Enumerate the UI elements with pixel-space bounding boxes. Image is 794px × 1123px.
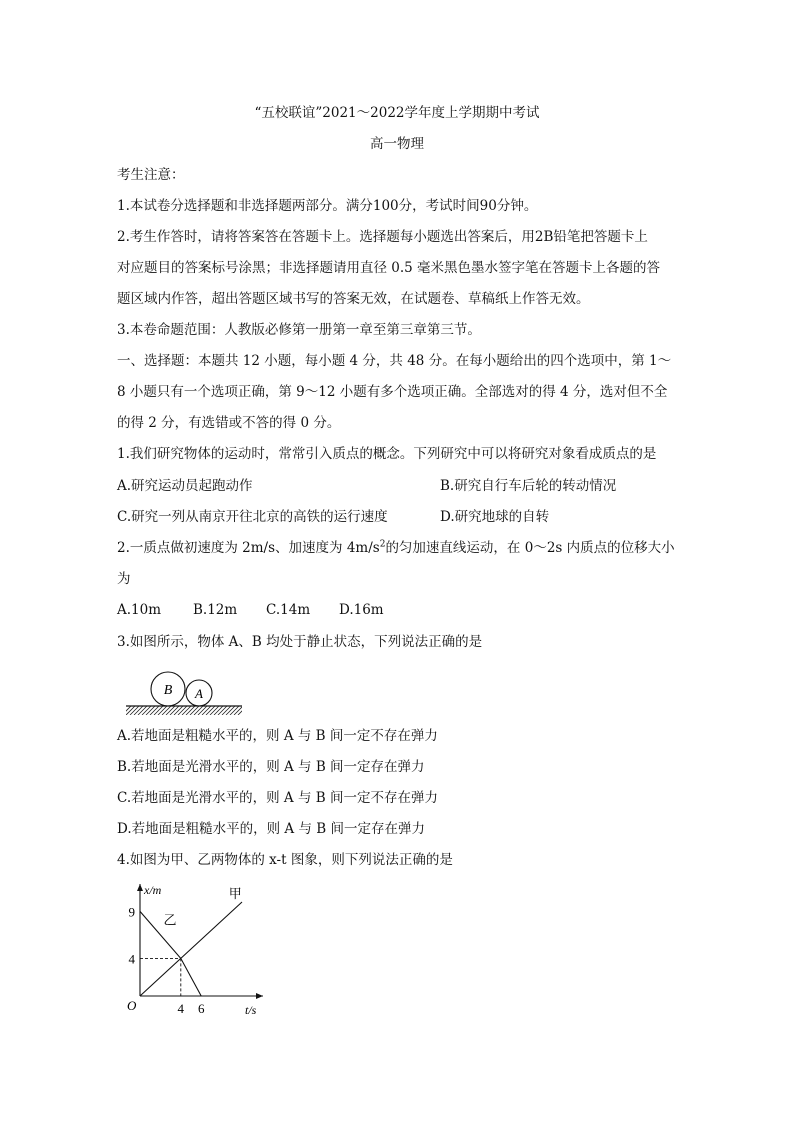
question-3-stem: 3.如图所示，物体 A、B 均处于静止状态，下列说法正确的是 <box>117 634 483 650</box>
subject-title: 高一物理 <box>370 136 424 152</box>
question-1-stem: 1.我们研究物体的运动时，常常引入质点的概念。下列研究中可以将研究对象看成质点的是 <box>117 446 657 462</box>
notice-line: 2.考生作答时，请将答案答在答题卡上。选择题每小题选出答案后，用2B铅笔把答题卡上 <box>117 229 648 245</box>
question-2-stem <box>117 539 675 557</box>
y-axis-label: x/m <box>144 883 162 897</box>
superscript: 2 <box>379 539 386 550</box>
exam-title: “五校联谊”2021～2022学年度上学期期中考试 <box>254 105 540 121</box>
x-tick-label: 4 <box>177 1001 185 1016</box>
series-line-jia <box>140 902 242 996</box>
question-1-option-a: A.研究运动员起跑动作 <box>117 478 253 494</box>
question-2-option-c: C.14m <box>266 602 311 618</box>
notice-heading: 考生注意： <box>117 167 185 183</box>
series-label-yi: 乙 <box>163 912 177 928</box>
y-tick-label: 9 <box>128 904 135 920</box>
question-3-figure <box>120 662 250 720</box>
origin-label: O <box>127 998 137 1013</box>
section-instructions: 的得 2 分，有选错或不答的得 0 分。 <box>117 415 341 431</box>
question-1-option-b: B.研究自行车后轮的转动情况 <box>440 478 617 494</box>
question-2-stem-part: 的匀加速直线运动，在 0～2s 内质点的位移大小 <box>385 540 675 556</box>
question-1-option-d: D.研究地球的自转 <box>440 509 550 525</box>
ground-hatching <box>122 706 247 715</box>
notice-line: 1.本试卷分选择题和非选择题两部分。满分100分，考试时间90分钟。 <box>117 198 538 214</box>
section-instructions: 一、选择题：本题共 12 小题，每小题 4 分，共 48 分。在每小题给出的四个选项中，第 1～ <box>117 353 672 369</box>
question-2-stem-part: 2.一质点做初速度为 2m/s、加速度为 4m/s <box>117 540 380 556</box>
notice-line: 3.本卷命题范围：人教版必修第一册第一章至第三章第三节。 <box>117 322 481 338</box>
ball-a-label: A <box>195 686 203 701</box>
question-2-option-d: D.16m <box>339 602 384 618</box>
question-1-option-c: C.研究一列从南京开往北京的高铁的运行速度 <box>117 509 388 525</box>
notice-line: 对应题目的答案标号涂黑；非选择题请用直径 0.5 毫米黑色墨水签字笔在答题卡上各题的答 <box>117 260 661 276</box>
question-4-stem: 4.如图为甲、乙两物体的 x-t 图象，则下列说法正确的是 <box>117 852 453 868</box>
x-tick-label: 6 <box>197 1001 205 1016</box>
series-label-jia: 甲 <box>228 886 242 902</box>
xt-chart <box>115 878 275 1018</box>
y-tick-label: 4 <box>128 951 135 967</box>
question-3-option-d: D.若地面是粗糙水平的，则 A 与 B 间一定存在弹力 <box>117 821 425 837</box>
section-instructions: 8 小题只有一个选项正确，第 9～12 小题有多个选项正确。全部选对的得 4 分，选对但不全 <box>117 384 668 400</box>
notice-line: 题区域内作答，超出答题区域书写的答案无效，在试题卷、草稿纸上作答无效。 <box>117 291 590 307</box>
ball-b-label: B <box>163 683 173 698</box>
question-3-option-c: C.若地面是光滑水平的，则 A 与 B 间一定不存在弹力 <box>117 790 438 806</box>
question-2-option-b: B.12m <box>193 602 238 618</box>
question-2-option-a: A.10m <box>117 602 162 618</box>
question-3-option-b: B.若地面是光滑水平的，则 A 与 B 间一定存在弹力 <box>117 759 425 775</box>
x-axis-label: t/s <box>245 1003 257 1017</box>
question-3-option-a: A.若地面是粗糙水平的，则 A 与 B 间一定不存在弹力 <box>117 728 438 744</box>
question-2-stem-line2: 为 <box>117 571 131 587</box>
